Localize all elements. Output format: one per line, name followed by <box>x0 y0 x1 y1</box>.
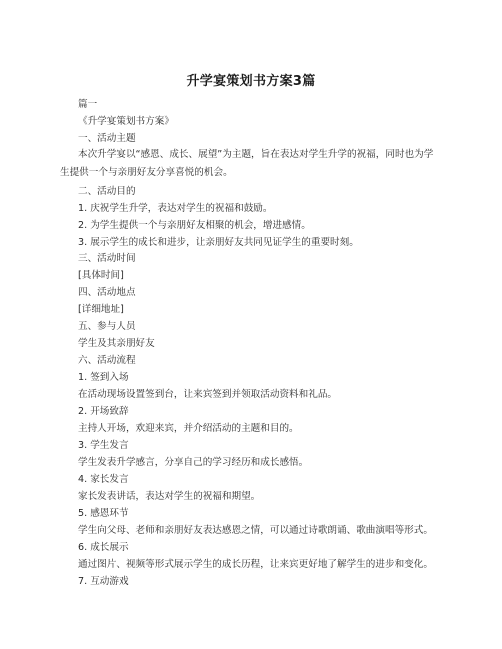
step-text: 学生发表升学感言，分享自己的学习经历和成长感悟。 <box>78 457 309 468</box>
step-heading: 7. 互动游戏 <box>78 576 129 587</box>
heading-purpose: 二、活动目的 <box>78 186 136 197</box>
step-text: 学生向父母、老师和亲朋好友表达感恩之情，可以通过诗歌朗诵、歌曲演唱等形式。 <box>78 525 433 536</box>
list-item: 1. 庆祝学生升学，表达对学生的祝福和鼓励。 <box>78 203 273 214</box>
step-text: 通过图片、视频等形式展示学生的成长历程，让来宾更好地了解学生的进步和变化。 <box>78 559 433 570</box>
heading-time: 三、活动时间 <box>78 253 136 264</box>
step-heading: 6. 成长展示 <box>78 542 129 553</box>
list-item: 3. 展示学生的成长和进步，让亲朋好友共同见证学生的重要时刻。 <box>78 237 359 248</box>
step-heading: 1. 签到入场 <box>78 372 129 383</box>
doc-subtitle: 《升学宴策划书方案》 <box>78 116 174 127</box>
paragraph-theme: 本次升学宴以“感恩、成长、展望”为主题，旨在表达对学生升学的祝福，同时也为学生提供一个与亲朋好友分享喜悦的机会。 <box>60 149 434 178</box>
step-heading: 4. 家长发言 <box>78 474 129 485</box>
heading-process: 六、活动流程 <box>78 355 136 366</box>
heading-location: 四、活动地点 <box>78 287 136 298</box>
section-label: 篇一 <box>78 99 98 110</box>
heading-theme: 一、活动主题 <box>78 133 136 144</box>
paragraph-participants: 学生及其亲朋好友 <box>78 338 155 349</box>
list-item: 2. 为学生提供一个与亲朋好友相聚的机会，增进感情。 <box>78 220 311 231</box>
placeholder-address: [详细地址] <box>78 304 124 315</box>
step-heading: 2. 开场致辞 <box>78 406 129 417</box>
step-text: 在活动现场设置签到台，让来宾签到并领取活动资料和礼品。 <box>78 389 338 400</box>
step-heading: 3. 学生发言 <box>78 440 129 451</box>
placeholder-time: [具体时间] <box>78 270 124 281</box>
heading-participants: 五、参与人员 <box>78 321 136 332</box>
step-heading: 5. 感恩环节 <box>78 508 129 519</box>
step-text: 主持人开场，欢迎来宾，并介绍活动的主题和目的。 <box>78 423 299 434</box>
document-title: 升学宴策划书方案3篇 <box>186 74 316 89</box>
step-text: 家长发表讲话，表达对学生的祝福和期望。 <box>78 491 261 502</box>
